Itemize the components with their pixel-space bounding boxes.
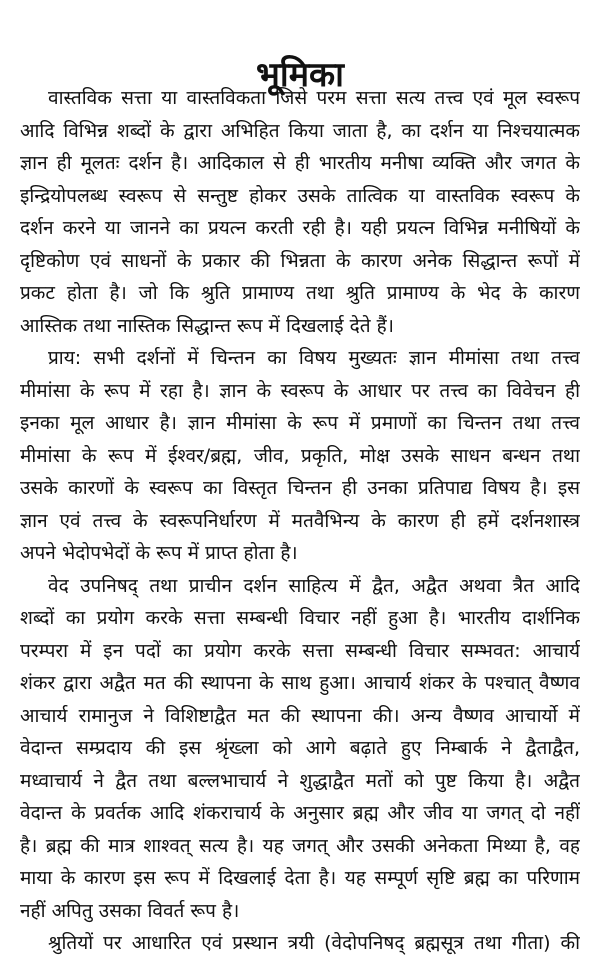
text-line: दृष्टिकोण एवं साधनों के प्रकार की भिन्नता के कारण अनेक सिद्धान्त रूपों में <box>20 249 580 272</box>
text-line: प्रकट होता है। जो कि श्रुति प्रामाण्य तथा श्रुति प्रामाण्य के भेद के कारण <box>20 282 580 304</box>
text-line: इन्द्रियोपलब्ध स्वरूप से सन्तुष्ट होकर उसके तात्विक या वास्तविक स्वरूप के <box>20 184 580 207</box>
text-line: ज्ञान ही मूलतः दर्शन है। आदिकाल से ही भारतीय मनीषा व्यक्ति और जगत के <box>20 152 580 174</box>
page-title: भूमिका <box>256 54 344 95</box>
text-line: प्राय: सभी दर्शनों में चिन्तन का विषय मुख्यतः ज्ञान मीमांसा तथा तत्त्व <box>48 347 580 369</box>
text-line: इनका मूल आधार है। ज्ञान मीमांसा के रूप में प्रमाणों का चिन्तन तथा तत्त्व <box>20 412 580 434</box>
paragraph <box>20 342 580 570</box>
text-line: उसके कारणों के स्वरूप का विस्तृत चिन्तन ही उनका प्रतिपाद्य विषय है। इस <box>20 477 580 499</box>
text-line: नहीं अपितु उसका विवर्त रूप है। <box>20 899 240 922</box>
text-line: वास्तविक सत्ता या वास्तविकता जिसे परम सत्ता सत्य तत्त्व एवं मूल स्वरूप <box>48 87 580 109</box>
text-line: आस्तिक तथा नास्तिक सिद्धान्त रूप में दिखलाई देते हैं। <box>20 314 394 337</box>
paragraph <box>20 927 580 960</box>
text-line: शंकर द्वारा अद्वैत मत की स्थापना के साथ हुआ। आचार्य शंकर के पश्चात् वैष्णव <box>20 672 580 694</box>
document-body <box>20 82 580 960</box>
paragraph <box>20 82 580 342</box>
text-line: मीमांसा के रूप में रहा है। ज्ञान के स्वरूप के आधार पर तत्त्व का विवेचन ही <box>20 379 580 402</box>
text-line: शब्दों का प्रयोग करके सत्ता सम्बन्धी विचार नहीं हुआ है। भारतीय दार्शनिक <box>20 607 580 629</box>
text-line: अपने भेदोपभेदों के रूप में प्राप्त होता है। <box>20 542 298 564</box>
text-line: आदि विभिन्न शब्दों के द्वारा अभिहित किया जाता है, का दर्शन या निश्चयात्मक <box>20 119 580 142</box>
text-line: मध्वाचार्य ने द्वैत तथा बल्लभाचार्य ने शुद्धाद्वैत मतों को पुष्ट किया है। अद्वैत <box>20 769 580 792</box>
text-line: है। ब्रह्म की मात्र शाश्वत् सत्य है। यह जगत् और उसकी अनेकता मिथ्या है, वह <box>20 834 580 857</box>
text-line: ज्ञान एवं तत्त्व के स्वरूपनिर्धारण में मतवैभिन्य के कारण ही हमें दर्शनशास्त्र <box>20 509 580 532</box>
text-line: आचार्य रामानुज ने विशिष्टाद्वैत मत की स्थापना की। अन्य वैष्णव आचार्यो में <box>20 704 580 727</box>
text-line: परम्परा में इन पदों का प्रयोग करके सत्ता सम्बन्धी विचार सम्भवत: आचार्य <box>20 639 580 662</box>
text-line: वेदान्त सम्प्रदाय की इस श्रृंख्ला को आगे बढ़ाते हुए निम्बार्क ने द्वैताद्वैत, <box>20 737 580 759</box>
paragraph <box>20 570 580 928</box>
text-line: वेद उपनिषद् तथा प्राचीन दर्शन साहित्य में द्वैत, अद्वैत अथवा त्रैत आदि <box>48 574 580 597</box>
text-line: वेदान्त के प्रवर्तक आदि शंकराचार्य के अनुसार ब्रह्म और जीव या जगत् दो नहीं <box>20 802 580 824</box>
text-line: दर्शन करने या जानने का प्रयत्न करती रही है। यही प्रयत्न विभिन्न मनीषियों के <box>20 217 580 239</box>
text-line: मीमांसा के रूप में ईश्वर/ब्रह्म, जीव, प्रकृति, मोक्ष उसके साधन बन्धन तथा <box>20 444 580 467</box>
text-line: श्रुतियों पर आधारित एवं प्रस्थान त्रयी (वेदोपनिषद् ब्रह्मसूत्र तथा गीता) की <box>48 932 580 954</box>
text-line: माया के कारण इस रूप में दिखलाई देता है। यह सम्पूर्ण सृष्टि ब्रह्म का परिणाम <box>20 867 580 889</box>
